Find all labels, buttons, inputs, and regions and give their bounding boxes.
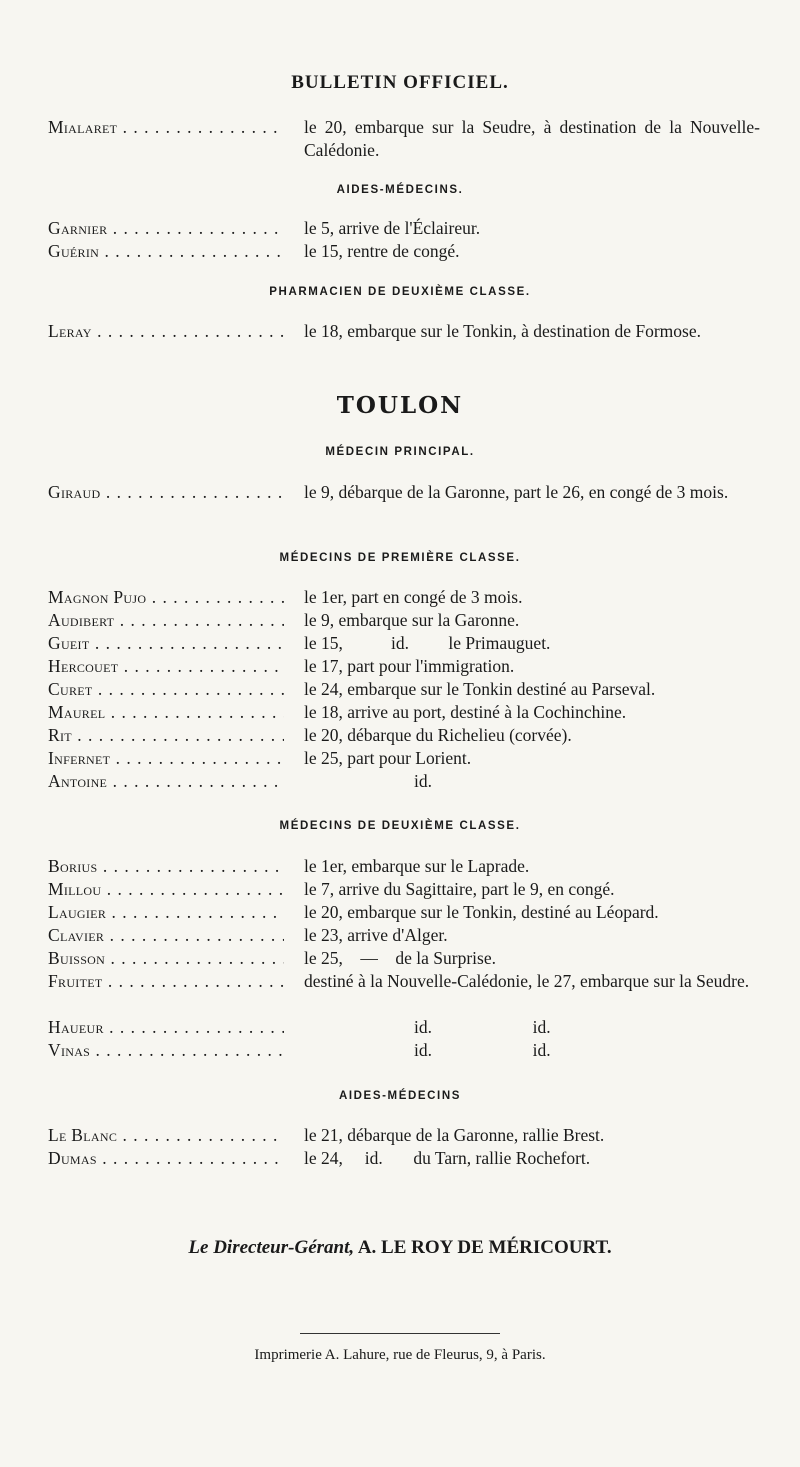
section-medecins-deuxieme: MÉDECINS DE DEUXIÈME CLASSE. [279,820,521,832]
page-header: BULLETIN OFFICIEL. [291,72,509,93]
entry-name: Maurel . . . [48,701,284,724]
signature-name: A. LE ROY DE MÉRICOURT. [357,1237,612,1258]
entry-name: Gueit . . . [48,632,284,655]
entry-name: Dumas . . . [48,1147,284,1170]
entry-name: Le Blanc . . . [48,1124,284,1147]
entry-text: le 18, embarque sur le Tonkin, à destination de Formose. [304,321,701,341]
entry-name: Infernet . . . [48,747,284,770]
entry-name: Millou . . . [48,878,284,901]
entry-name: Rit . . . [48,724,284,747]
entry-text: le 9, embarque sur la Garonne. [304,610,520,630]
signature [0,1237,800,1259]
footer-rule [300,1333,500,1334]
entry-text: id. [414,771,432,791]
entry-text: le 24, embarque sur le Tonkin destiné au Parseval. [304,679,656,699]
entry-text: le 20, embarque sur le Tonkin, destiné au Léopard. [304,902,659,922]
entry-name: Hercouet . . . [48,655,284,678]
entry-text: le 1er, part en congé de 3 mois. [304,587,523,607]
entry-name: Haueur . . . [48,1016,284,1039]
section-medecins-premiere: MÉDECINS DE PREMIÈRE CLASSE. [279,552,521,564]
entry-mialaret [48,116,760,162]
entry-text: le 15, id. le Primauguet. [304,633,551,653]
entry-name: Magnon Pujo . . . [48,586,284,609]
entry-text: le 25, part pour Lorient. [304,748,472,768]
entry-text: le 20, débarque du Richelieu (corvée). [304,725,572,745]
entry-text: le 24, id. du Tarn, rallie Rochefort. [304,1148,591,1168]
entry-text: le 9, débarque de la Garonne, part le 26, en congé de 3 mois. [304,482,729,502]
imprint: Imprimerie A. Lahure, rue de Fleurus, 9, à Paris. [254,1347,546,1363]
entry-text: le 1er, embarque sur le Laprade. [304,856,530,876]
entry-text: le 17, part pour l'immigration. [304,656,515,676]
entry-text: le 21, débarque de la Garonne, rallie Brest. [304,1125,605,1145]
entry-text: le 15, rentre de congé. [304,241,460,261]
entry-text: le 23, arrive d'Alger. [304,925,448,945]
entry-name: Garnier . . . [48,217,284,240]
entry-text: le 5, arrive de l'Éclaireur. [304,218,481,238]
section-medecin-principal: MÉDECIN PRINCIPAL. [325,446,475,458]
entry-name: Buisson . . . [48,947,284,970]
entry-name: Borius . . . [48,855,284,878]
entry-name: Mialaret . . . [48,116,284,139]
entry-name: Laugier . . . [48,901,284,924]
entry-name: Curet . . . [48,678,284,701]
entry-name: Guérin . . . [48,240,284,263]
entry-text: id. id. [414,1040,551,1060]
entry-text: id. id. [414,1017,551,1037]
section-pharmacien: PHARMACIEN DE DEUXIÈME CLASSE. [269,286,531,298]
entry-text: le 7, arrive du Sagittaire, part le 9, en congé. [304,879,615,899]
entry-text: destiné à la Nouvelle-Calédonie, le 27, embarque sur la Seudre. [304,971,750,991]
entry-text: le 18, arrive au port, destiné à la Cochinchine. [304,702,627,722]
signature-label: Le Directeur-Gérant, [188,1237,355,1258]
entry-name: Clavier . . . [48,924,284,947]
city-heading: TOULON [336,392,464,419]
entry-name: Audibert . . . [48,609,284,632]
entry-name: Antoine . . . [48,770,284,793]
section-aides-medecins-2: AIDES-MÉDECINS [338,1090,462,1102]
entry-name: Vinas . . . [48,1039,284,1062]
entry-name: Fruitet . . . [48,970,284,993]
entry-text: le 25, — de la Surprise. [304,948,496,968]
entry-name: Leray . . . [48,320,284,343]
entry-name: Giraud . . . [48,481,284,504]
entry-text: le 20, embarque sur la Seudre, à destination de la Nouvelle-Calédonie. [304,117,760,160]
section-aides-medecins: AIDES-MÉDECINS. [336,184,464,196]
